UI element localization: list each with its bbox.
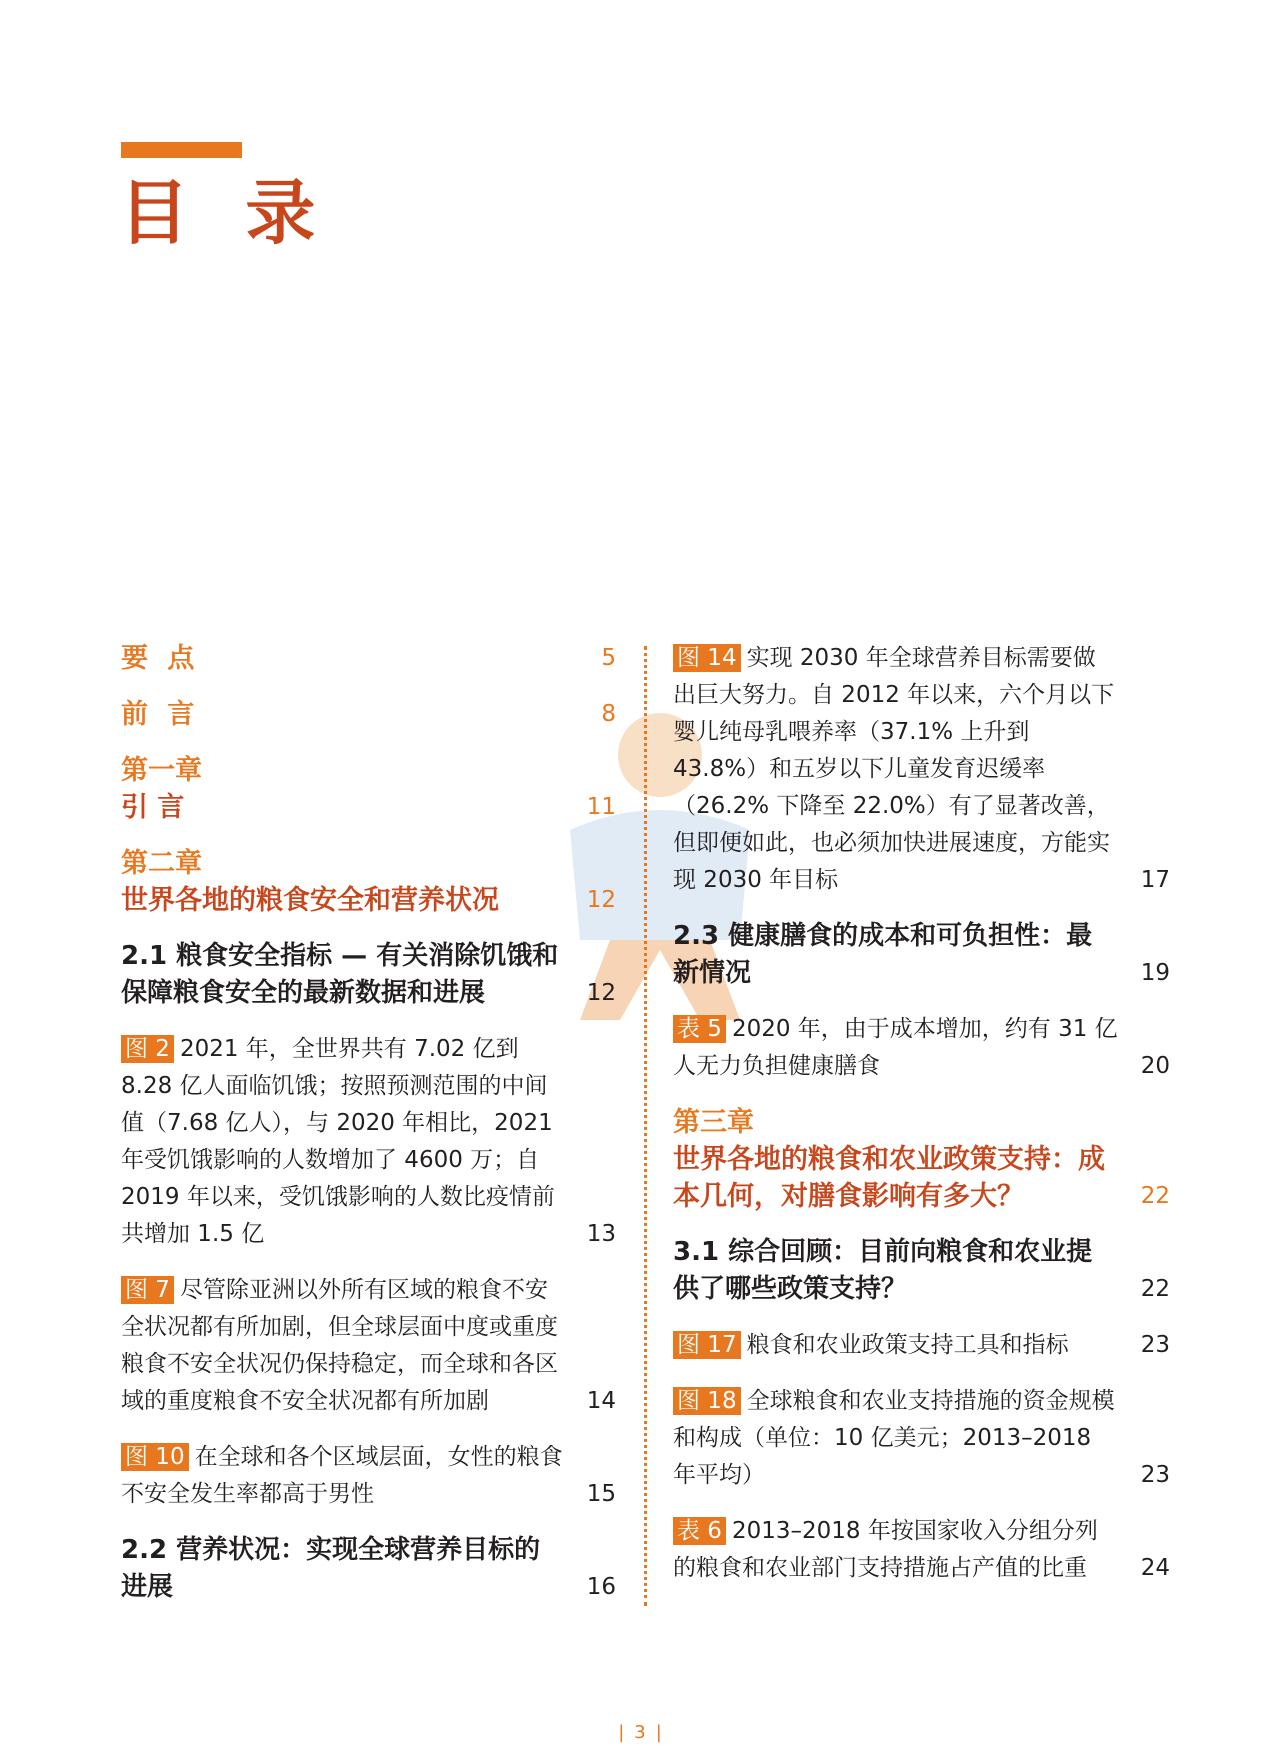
figure-caption: 尽管除亚洲以外所有区域的粮食不安全状况都有所加剧，但全球层面中度或重度粮食不安全状况仍保持稳定，而全球和各区域的重度粮食不安全状况都有所加剧: [121, 1277, 558, 1414]
toc-entry-text: [121, 938, 564, 1012]
toc-entry-text: [673, 1234, 1118, 1308]
toc-entry-section[interactable]: [121, 1532, 616, 1606]
toc-entry-text: [673, 1383, 1118, 1494]
toc-entry-fig[interactable]: [673, 1011, 1170, 1085]
toc-entry-text: [673, 1104, 1118, 1215]
toc-entry-section[interactable]: [121, 938, 616, 1012]
chapter-title: 引 言: [121, 792, 185, 823]
toc-entry-text: [121, 845, 564, 919]
figure-tag: 图 14: [673, 644, 741, 672]
toc-entry-fig[interactable]: [673, 640, 1170, 899]
entry-title: 前 言: [121, 699, 200, 730]
chapter-title: 世界各地的粮食和农业政策支持：成本几何，对膳食影响有多大？: [673, 1144, 1105, 1212]
toc-page-number: 12: [586, 887, 616, 913]
toc-entry-fig[interactable]: [121, 1031, 616, 1253]
toc-entry-text: [121, 1031, 564, 1253]
toc-right-column: [673, 640, 1170, 1606]
figure-tag: 图 7: [121, 1276, 174, 1304]
toc-entry-chapter[interactable]: [121, 845, 616, 919]
toc-page-number: 8: [601, 701, 616, 727]
section-title: 2.2 营养状况：实现全球营养目标的进展: [121, 1535, 541, 1602]
toc-entry-text: [121, 752, 564, 826]
figure-tag: 表 5: [673, 1015, 726, 1043]
toc-entry-text: [673, 1327, 1118, 1364]
figure-caption: 全球粮食和农业支持措施的资金规模和构成（单位：10 亿美元；2013–2018 年平均）: [673, 1388, 1115, 1488]
figure-caption: 2021 年，全世界共有 7.02 亿到 8.28 亿人面临饥饿；按照预测范围的中间值（7.68 亿人），与 2020 年相比，2021 年受饥饿影响的人数增加了 4600 万；自 2019 年以来，受饥饿影响的人数比疫情前共增加 1.5 亿: [121, 1036, 555, 1247]
toc-entry-plain[interactable]: [121, 696, 616, 733]
toc-page-number: 16: [586, 1574, 616, 1600]
toc-entry-fig[interactable]: [673, 1383, 1170, 1494]
page-number-separator: |: [618, 1722, 625, 1743]
toc-page-number: 20: [1140, 1053, 1170, 1079]
toc-page-number: 17: [1140, 867, 1170, 893]
section-title: 3.1 综合回顾：目前向粮食和农业提供了哪些政策支持？: [673, 1237, 1093, 1304]
toc-entry-text: [673, 1513, 1118, 1587]
toc-entry-text: [121, 640, 564, 677]
toc-entry-section[interactable]: [673, 1234, 1170, 1308]
figure-caption: 实现 2030 年全球营养目标需要做出巨大努力。自 2012 年以来，六个月以下婴儿纯母乳喂养率（37.1% 上升到 43.8%）和五岁以下儿童发育迟缓率（26.2% 下降至 22.0%）有了显著改善，但即便如此，也必须加快进展速度，方能实现 2030 年目标: [673, 645, 1115, 893]
toc-entry-plain[interactable]: [121, 640, 616, 677]
toc-entry-text: [673, 918, 1118, 992]
toc-entry-fig[interactable]: [673, 1327, 1170, 1364]
toc-page-number: 13: [586, 1221, 616, 1247]
toc-entry-text: [673, 1011, 1118, 1085]
toc-page-number: 15: [586, 1481, 616, 1507]
page-number-value: 3: [634, 1722, 646, 1743]
toc-entry-text: [121, 1439, 564, 1513]
toc-left-column: [121, 640, 616, 1625]
figure-caption: 2020 年，由于成本增加，约有 31 亿人无力负担健康膳食: [673, 1016, 1118, 1079]
toc-page-number: 5: [601, 645, 616, 671]
toc-entry-text: [121, 1272, 564, 1420]
toc-page-number: 23: [1140, 1332, 1170, 1358]
toc-page-number: 22: [1140, 1276, 1170, 1302]
title-accent-bar: [121, 142, 242, 158]
section-title: 2.3 健康膳食的成本和可负担性：最新情况: [673, 921, 1093, 988]
section-title: 2.1 粮食安全指标 — 有关消除饥饿和保障粮食安全的最新数据和进展: [121, 941, 559, 1008]
toc-page-number: 23: [1140, 1462, 1170, 1488]
page-title: 目 录: [119, 172, 332, 254]
toc-page-number: 12: [586, 980, 616, 1006]
toc-entry-text: [121, 696, 564, 733]
toc-page-number: 14: [586, 1388, 616, 1414]
page-number-separator: |: [655, 1722, 662, 1743]
chapter-number: 第二章: [121, 848, 202, 879]
page-number: [0, 1722, 1280, 1743]
toc-page-number: 11: [586, 794, 616, 820]
chapter-number: 第三章: [673, 1107, 754, 1138]
figure-tag: 图 2: [121, 1035, 174, 1063]
figure-caption: 在全球和各个区域层面，女性的粮食不安全发生率都高于男性: [121, 1444, 563, 1507]
toc-entry-chapter[interactable]: [673, 1104, 1170, 1215]
chapter-number: 第一章: [121, 755, 202, 786]
figure-caption: 粮食和农业政策支持工具和指标: [746, 1332, 1069, 1358]
toc-entry-fig[interactable]: [121, 1272, 616, 1420]
toc-entry-text: [121, 1532, 564, 1606]
chapter-title: 世界各地的粮食安全和营养状况: [121, 885, 499, 916]
toc-entry-text: [673, 640, 1118, 899]
figure-caption: 2013–2018 年按国家收入分组分列的粮食和农业部门支持措施占产值的比重: [673, 1518, 1098, 1581]
figure-tag: 表 6: [673, 1517, 726, 1545]
entry-title: 要 点: [121, 643, 200, 674]
toc-entry-chapter[interactable]: [121, 752, 616, 826]
toc-page-number: 24: [1140, 1555, 1170, 1581]
toc-entry-fig[interactable]: [673, 1513, 1170, 1587]
column-divider: [644, 646, 647, 1606]
toc-entry-section[interactable]: [673, 918, 1170, 992]
toc-entry-fig[interactable]: [121, 1439, 616, 1513]
figure-tag: 图 18: [673, 1387, 741, 1415]
figure-tag: 图 10: [121, 1443, 189, 1471]
figure-tag: 图 17: [673, 1331, 741, 1359]
toc-page-number: 19: [1140, 960, 1170, 986]
toc-page-number: 22: [1140, 1183, 1170, 1209]
